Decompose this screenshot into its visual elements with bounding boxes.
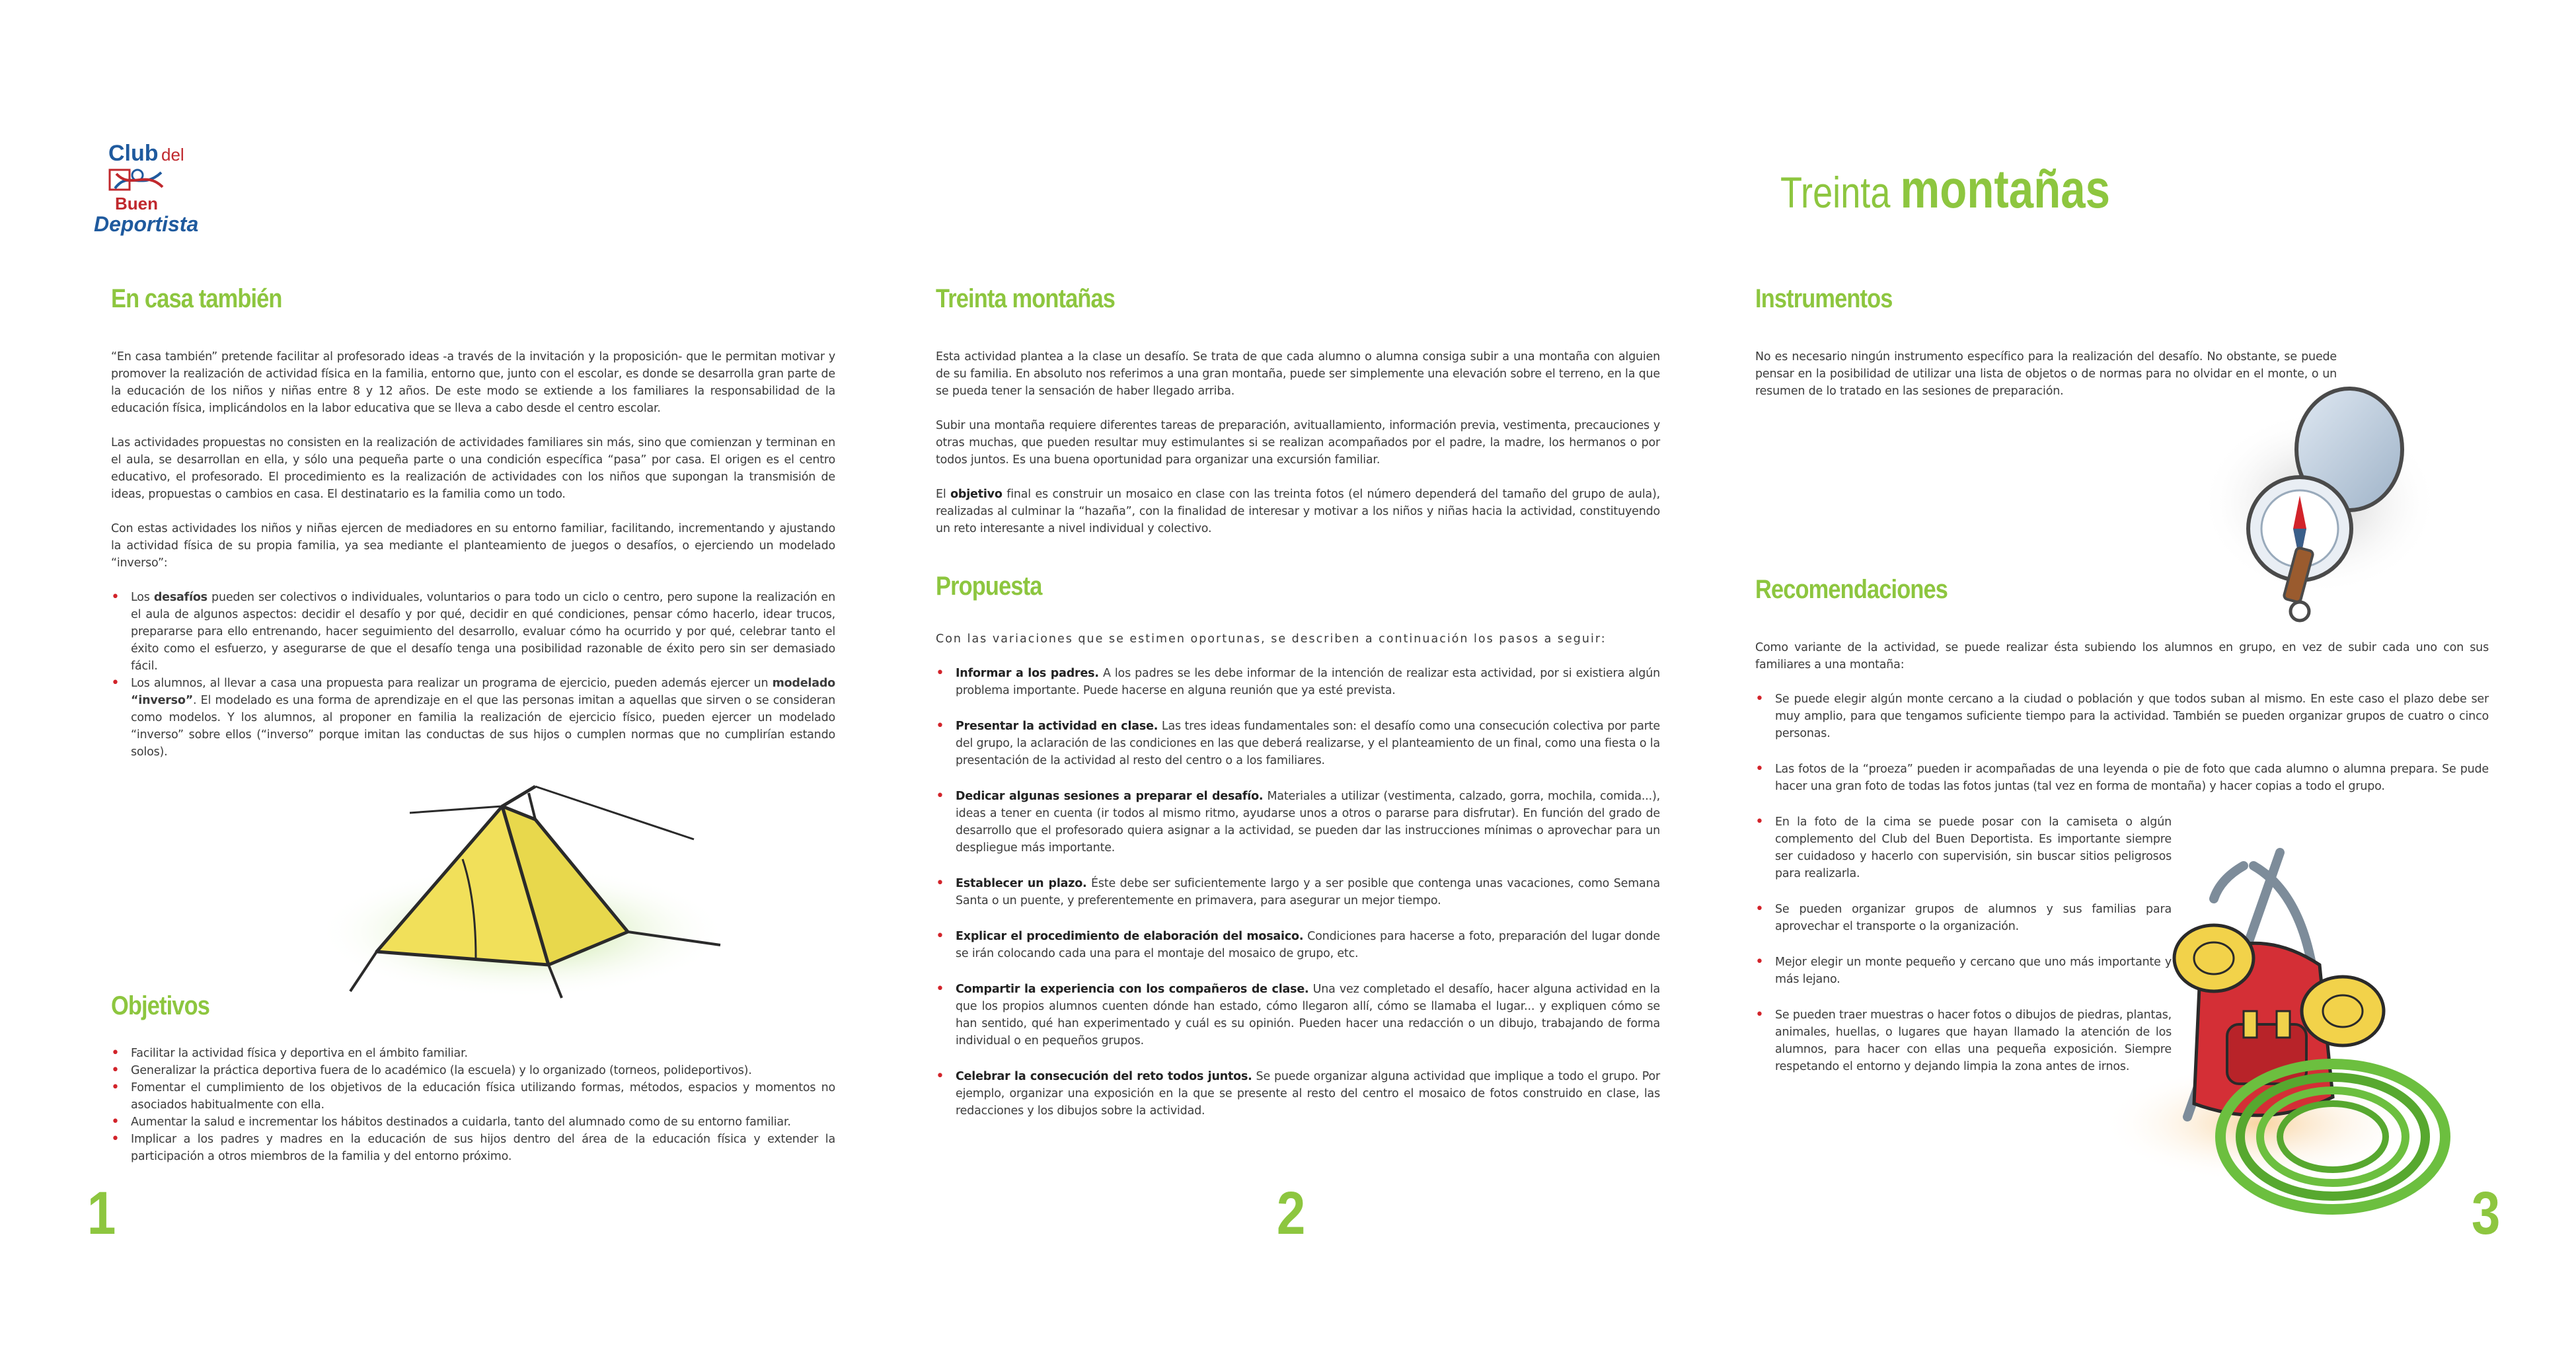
list-item: • Mejor elegir un monte pequeño y cercano que uno más importante y más lejano. [1755,954,2172,988]
list-item: • Fomentar el cumplimiento de los objetivos de la educación física utilizando formas, métodos, espacios y momentos no asociados habitualmente con ella. [111,1079,835,1114]
col1-paragraph-1: “En casa también” pretende facilitar al profesorado ideas -a través de la invitación y la proposición- que le permitan motivar y promover la realización de actividad física en la familia, entorno que, junto con el escolar, es donde se desarrolla gran parte de la educación de los niños y niñas entre 8 y 12 años. De este modo se extiende a los familiares la responsabilidad de la educación física, implicándolos en la labor educativa que se lleva a cabo desde el centro escolar. [111,350,835,415]
column-1 [111,284,835,761]
column-2 [936,284,1660,1138]
col2-paragraph-1: Esta actividad plantea a la clase un desafío. Se trata de que cada alumno o alumna consiga subir a una montaña con alguien de su familia. En absoluto nos referimos a una gran montaña, puede ser simplemente una elevación sobre el terreno, en la que se pueda tener la sensación de haber llegado arriba. [936,350,1660,398]
col1-paragraph-2: Las actividades propuestas no consisten en la realización de actividades familiares sin más, sino que comienzan y terminan en el aula, se desarrollan en ella, y sólo una pequeña parte o una condición específica “pasa” por casa. El origen es el centro educativo, el profesorado. El procedimiento es la realización de actividades con los niños que supongan la transmisión de ideas, propuestas o cambios en casa. El destinatario es la familia como un todo. [111,436,835,501]
list-item: • Las fotos de la “proeza” pueden ir acompañadas de una leyenda o pie de foto que cada alumno o alumna prepara. Se pude hacer una gran foto de todas las fotos juntas (tal vez en forma de montaña) y hacer copias a todo el grupo. [1755,761,2489,795]
col2-paragraph-3: El objetivo final es construir un mosaico en clase con las treinta fotos (el número dependerá del tamaño del grupo de aula), realizadas al culminar la “hazaña”, con la finalidad de interesar y motivar a los niños y niñas hacia la actividad, constituyendo un reto interesante a nivel individual y colectivo. [936,488,1660,535]
list-item: • Dedicar algunas sesiones a preparar el desafío. Materiales a utilizar (vestimenta, calzado, gorra, mochila, comida...), ideas a tener en cuenta (ir todos al mismo ritmo, ayudarse unos a otros o pararse para disfrutar). En función del grado de desarrollo que el profesorado quiera asignar a la actividad, se pueden dar las instrucciones mínimas o aprovechar para un despliegue más importante. [936,788,1660,856]
propuesta-heading: Propuesta [936,572,1042,601]
recomendaciones-heading: Recomendaciones [1755,575,1948,604]
page-number-3: 3 [2471,1180,2501,1247]
objetivos-heading: Objetivos [111,991,210,1020]
main-title-light: Treinta [1780,168,1891,217]
col1-bullet-list [111,589,835,761]
list-item: • En la foto de la cima se puede posar con la camiseta o algún complemento del Club del Buen Deportista. Es importante siempre ser cuidadoso y hacerlo con supervisión, sin buscar sitios peligrosos para realizarla. [1755,814,2172,882]
list-item: • Aumentar la salud e incrementar los hábitos destinados a cuidarla, tanto del alumnado como de su entorno familiar. [111,1114,835,1131]
list-item: • Se pueden organizar grupos de alumnos y sus familias para aprovechar el transporte o la organización. [1755,901,2172,935]
list-item: • Establecer un plazo. Éste debe ser suficientemente largo y a ser posible que contenga unas vacaciones, como Semana Santa o un puente, y preferentemente en primavera, para asegurar un mejor tiempo. [936,875,1660,909]
list-item: • Facilitar la actividad física y deportiva en el ámbito familiar. [111,1045,835,1062]
propuesta-steps-list [936,665,1660,1119]
en-casa-heading: En casa también [111,284,282,313]
list-item: • Celebrar la consecución del reto todos juntos. Se puede organizar alguna actividad que implique a todo el grupo. Por ejemplo, organizar una exposición en la que se presente al resto del centro el mosaico de fotos construido en clase, las redacciones y los dibujos sobre la actividad. [936,1068,1660,1119]
list-item: • Presentar la actividad en clase. Las tres ideas fundamentales son: el desafío como una consecución colectiva por parte del grupo, la aclaración de las condiciones en las que deberá realizarse, y el planteamiento de un final, como una fiesta o la presentación de la actividad al resto del centro o a los familiares. [936,718,1660,769]
objetivos-section [111,991,835,1165]
tent-illustration [311,780,747,1005]
club-logo [93,142,211,241]
main-title-bold: montañas [1900,159,2111,219]
page-number-2: 2 [1276,1180,1306,1247]
logo-club-text: Club [108,141,159,166]
list-item: • Generalizar la práctica deportiva fuera de lo académico (la escuela) y lo organizado (torneos, polideportivos). [111,1062,835,1079]
recomendaciones-intro: Como variante de la actividad, se puede realizar ésta subiendo los alumnos en grupo, en vez de subir cada uno con sus familiares a una montaña: [1755,641,2489,671]
list-item: • Informar a los padres. A los padres se les debe informar de la intención de realizar esta actividad, por si existiera algún problema importante. Puede hacerse en alguna reunión que ya esté prevista. [936,665,1660,699]
objetivos-list [111,1045,835,1165]
logo-figures-icon [108,167,165,194]
list-item: • Compartir la experiencia con los compañeros de clase. Una vez completado el desafío, hacer alguna actividad en la que los propios alumnos cuenten dónde han estado, cómo llegaron allí, cómo se llamaba el lugar... y expliquen cómo se han sentido, qué han experimentado y cuál es su opinión. Pueden hacer una redacción o un dibujo, trabajando de forma individual o en pequeños grupos. [936,981,1660,1049]
list-item: • Explicar el procedimiento de elaboración del mosaico. Condiciones para hacerse a foto, preparación del lugar donde se irán colocando cada una para el montaje del mosaico de grupo, etc. [936,928,1660,962]
logo-del-text: del [161,145,184,165]
list-item: • Los alumnos, al llevar a casa una propuesta para realizar un programa de ejercicio, pueden además ejercer un modelado “inverso”. El modelado es una forma de aprendizaje en el que las personas imitan a aquellas que sirven o se consideran como modelos. Y los alumnos, al proponer en familia la realización de ejercicio físico, pueden ejercer un modelado “inverso” sobre ellos (“inverso” porque imitan las conductas de sus hijos o cumplen normas que no cumplirían estando solos). [111,675,835,761]
backpack-ice-axe-rope-illustration [2102,839,2472,1236]
instrumentos-heading: Instrumentos [1755,284,1893,313]
main-title [1780,159,2110,221]
logo-buen-text: Buen [115,194,158,213]
page-number-1: 1 [87,1180,116,1247]
col2-paragraph-2: Subir una montaña requiere diferentes tareas de preparación, avituallamiento, información previa, vestimenta, precauciones y otras muchas, que pueden resultar muy estimulantes si se realizan acompañados por el padre, la madre, los hermanos o por todos juntos. Es una buena oportunidad para organizar una excursión familiar. [936,419,1660,467]
instrumentos-paragraph: No es necesario ningún instrumento específico para la realización del desafío. No obstante, se puede pensar en la posibilidad de utilizar una lista de objetos o de normas para no olvidar en el monte, o un resumen de lo tratado en las sesiones de preparación. [1755,350,2337,398]
col1-paragraph-3: Con estas actividades los niños y niñas ejercen de mediadores en su entorno familiar, facilitando, incrementando y ajustando la actividad física de su propia familia, ya sea mediante el planteamiento de juegos o desafíos, o ejerciendo un modelado “inverso”: [111,522,835,570]
list-item: • Se puede elegir algún monte cercano a la ciudad o población y que todos suban al mismo. En este caso el plazo debe ser muy amplio, para que tengamos suficiente tiempo para la actividad. También se pueden organizar grupos de cuatro o cinco personas. [1755,691,2489,742]
list-item: • Implicar a los padres y madres en la educación de sus hijos dentro del área de la educación física y extender la participación a otros miembros de la familia y del entorno próximo. [111,1131,835,1165]
list-item: • Se pueden traer muestras o hacer fotos o dibujos de piedras, plantas, animales, huellas, o lugares que hayan llamado la atención de los alumnos, para hacer con ellas una pequeña exposición. Siempre respetando el entorno y dejando limpia la zona antes de irnos. [1755,1006,2172,1075]
treinta-montanas-heading: Treinta montañas [936,284,1116,313]
propuesta-intro: Con las variaciones que se estimen oportunas, se describen a continuación los pasos a seguir: [936,632,1607,646]
list-item: • Los desafíos pueden ser colectivos o individuales, voluntarios o para todo un ciclo o centro, pero supone la realización en el aula de algunos aspectos: decidir el desafío y por qué, decidir en qué condiciones, pensar cómo hacerlo, idear trucos, prepararse para ello entrenando, hacer seguimiento del desarrollo, evaluar cómo ha ocurrido y por qué, celebrar tanto el éxito como el esfuerzo, y asegurarse de que el desafío tenga una posibilidad razonable de éxito pero sin ser demasiado fácil. [111,589,835,675]
logo-deportista-text: Deportista [94,212,199,236]
